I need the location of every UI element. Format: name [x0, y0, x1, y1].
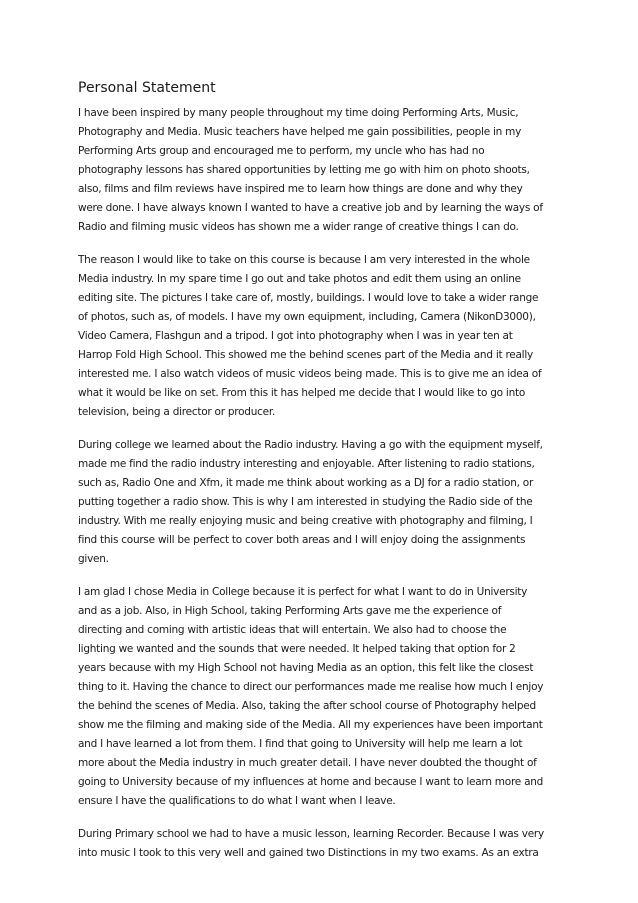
text-line: industry. With me really enjoying music and being creative with photography and filming, I: [78, 515, 533, 527]
text-line: such as, Radio One and Xfm, it made me think about working as a DJ for a radio station, or: [78, 477, 534, 489]
text-line: During college we learned about the Radio industry. Having a go with the equipment myself,: [78, 439, 543, 451]
paragraph: [78, 251, 562, 422]
paragraph-gap: [78, 422, 562, 436]
text-line: I am glad I chose Media in College because it is perfect for what I want to do in University: [78, 586, 528, 598]
text-line: and I have learned a lot from them. I find that going to University will help me learn a lot: [78, 738, 523, 750]
paragraph-gap: [78, 569, 562, 583]
text-line: made me find the radio industry interesting and enjoyable. After listening to radio stations,: [78, 458, 535, 470]
text-line: Photography and Media. Music teachers have helped me gain possibilities, people in my: [78, 126, 522, 138]
text-line: ensure I have the qualifications to do what I want when I leave.: [78, 795, 396, 807]
text-line: lighting we wanted and the sounds that were needed. It helped taking that option for 2: [78, 643, 516, 655]
text-line: find this course will be perfect to cover both areas and I will enjoy doing the assignments: [78, 534, 526, 546]
text-line: During Primary school we had to have a music lesson, learning Recorder. Because I was very: [78, 828, 544, 840]
text-line: going to University because of my influences at home and because I want to learn more and: [78, 776, 544, 788]
text-line: Harrop Fold High School. This showed me the behind scenes part of the Media and it really: [78, 349, 533, 361]
text-line: Video Camera, Flashgun and a tripod. I got into photography when I was in year ten at: [78, 330, 513, 342]
paragraph: [78, 825, 562, 863]
text-line: The reason I would like to take on this course is because I am very interested in the whole: [78, 254, 530, 266]
paragraph-gap: [78, 811, 562, 825]
text-line: Performing Arts group and encouraged me to perform, my uncle who has had no: [78, 145, 485, 157]
text-line: years because with my High School not having Media as an option, this felt like the closest: [78, 662, 534, 674]
paragraph: [78, 104, 562, 237]
text-line: Media industry. In my spare time I go out and take photos and edit them using an online: [78, 273, 521, 285]
text-line: thing to it. Having the chance to direct our performances made me realise how much I enjoy: [78, 681, 544, 693]
text-line: also, films and film reviews have inspired me to learn how things are done and why they: [78, 183, 523, 195]
text-line: more about the Media industry in much greater detail. I have never doubted the thought of: [78, 757, 537, 769]
document-page: [78, 0, 562, 903]
text-line: the behind the scenes of Media. Also, taking the after school course of Photography helped: [78, 700, 536, 712]
text-line: interested me. I also watch videos of music videos being made. This is to give me an idea of: [78, 368, 542, 380]
text-line: editing site. The pictures I take care of, mostly, buildings. I would love to take a wider range: [78, 292, 539, 304]
document-title: Personal Statement: [78, 80, 216, 96]
text-line: photography lessons has shared opportunities by letting me go with him on photo shoots,: [78, 164, 530, 176]
text-line: into music I took to this very well and gained two Distinctions in my two exams. As an extra: [78, 847, 539, 859]
text-line: putting together a radio show. This is why I am interested in studying the Radio side of the: [78, 496, 533, 508]
text-line: what it would be like on set. From this it has helped me decide that I would like to go into: [78, 387, 526, 399]
paragraph-gap: [78, 237, 562, 251]
text-line: television, being a director or producer.: [78, 406, 276, 418]
paragraph: [78, 583, 562, 811]
text-line: directing and coming with artistic ideas that will entertain. We also had to choose the: [78, 624, 507, 636]
text-line: were done. I have always known I wanted to have a creative job and by learning the ways of: [78, 202, 543, 214]
text-line: given.: [78, 553, 109, 565]
document-body: [78, 104, 562, 863]
text-line: show me the filming and making side of the Media. All my experiences have been important: [78, 719, 543, 731]
text-line: and as a job. Also, in High School, taking Performing Arts gave me the experience of: [78, 605, 502, 617]
text-line: Radio and filming music videos has shown me a wider range of creative things I can do.: [78, 221, 519, 233]
paragraph: [78, 436, 562, 569]
text-line: I have been inspired by many people throughout my time doing Performing Arts, Music,: [78, 107, 519, 119]
text-line: of photos, such as, of models. I have my own equipment, including, Camera (NikonD3000),: [78, 311, 536, 323]
